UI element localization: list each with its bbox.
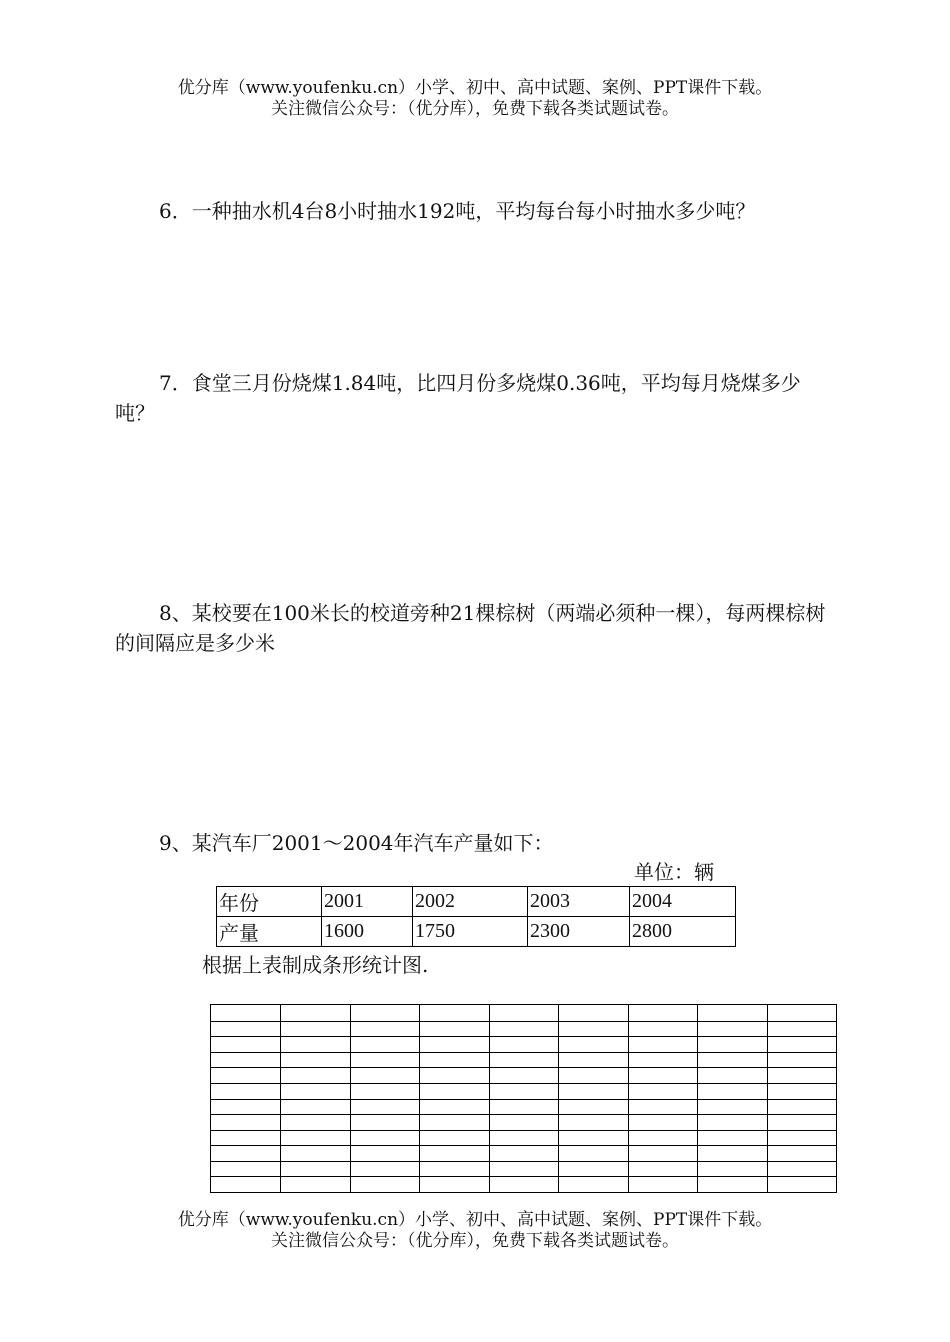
page-footer (0, 1210, 950, 1252)
table-cell: 2004 (630, 887, 736, 917)
table-cell: 2003 (528, 887, 630, 917)
question-7 (115, 368, 835, 428)
table-row-output (217, 917, 736, 947)
grid-line-horizontal (211, 1021, 836, 1022)
table-cell: 年份 (217, 887, 322, 917)
question-6 (115, 196, 835, 226)
grid-line-vertical (419, 1005, 420, 1192)
grid-line-horizontal (211, 1145, 836, 1146)
grid-line-horizontal (211, 1130, 836, 1131)
grid-line-horizontal (211, 1036, 836, 1037)
production-table (216, 886, 736, 947)
question-6-text: 6．一种抽水机4台8小时抽水192吨，平均每台每小时抽水多少吨？ (159, 199, 756, 223)
grid-line-vertical (558, 1005, 559, 1192)
table-cell: 2002 (413, 887, 528, 917)
question-7-text: 7．食堂三月份烧煤1.84吨，比四月份多烧煤0.36吨，平均每月烧煤多少吨？ (115, 371, 801, 425)
footer-line-1: 优分库（www.youfenku.cn）小学、初中、高中试题、案例、PPT课件下载。 (177, 1210, 773, 1230)
grid-line-horizontal (211, 1083, 836, 1084)
answer-grid (210, 1004, 837, 1193)
unit-label: 单位：辆 (634, 860, 714, 884)
instruction-text: 根据上表制成条形统计图. (202, 953, 429, 977)
grid-line-vertical (489, 1005, 490, 1192)
grid-line-horizontal (211, 1099, 836, 1100)
question-8-text: 8、某校要在100米长的校道旁种21棵棕树（两端必须种一棵），每两棵棕树的间隔应是多少米 (115, 601, 826, 655)
grid-line-vertical (767, 1005, 768, 1192)
header-line-2: 关注微信公众号：（优分库），免费下载各类试题试卷。 (271, 99, 679, 119)
table-cell: 1600 (322, 917, 413, 947)
grid-line-horizontal (211, 1114, 836, 1115)
question-9-text: 9、某汽车厂2001～2004年汽车产量如下： (159, 831, 554, 855)
table-cell: 2800 (630, 917, 736, 947)
table-row-year (217, 887, 736, 917)
grid-line-horizontal (211, 1052, 836, 1053)
table-cell: 产量 (217, 917, 322, 947)
grid-line-horizontal (211, 1067, 836, 1068)
table-cell: 2300 (528, 917, 630, 947)
footer-line-2: 关注微信公众号：（优分库），免费下载各类试题试卷。 (271, 1231, 679, 1251)
page-header (0, 78, 950, 120)
question-8 (115, 598, 835, 658)
grid-line-vertical (628, 1005, 629, 1192)
grid-line-horizontal (211, 1161, 836, 1162)
question-9 (115, 828, 835, 858)
header-line-1: 优分库（www.youfenku.cn）小学、初中、高中试题、案例、PPT课件下载。 (177, 78, 773, 98)
table-cell: 2001 (322, 887, 413, 917)
grid-line-vertical (697, 1005, 698, 1192)
grid-line-vertical (350, 1005, 351, 1192)
grid-line-horizontal (211, 1176, 836, 1177)
grid-line-vertical (280, 1005, 281, 1192)
table-cell: 1750 (413, 917, 528, 947)
